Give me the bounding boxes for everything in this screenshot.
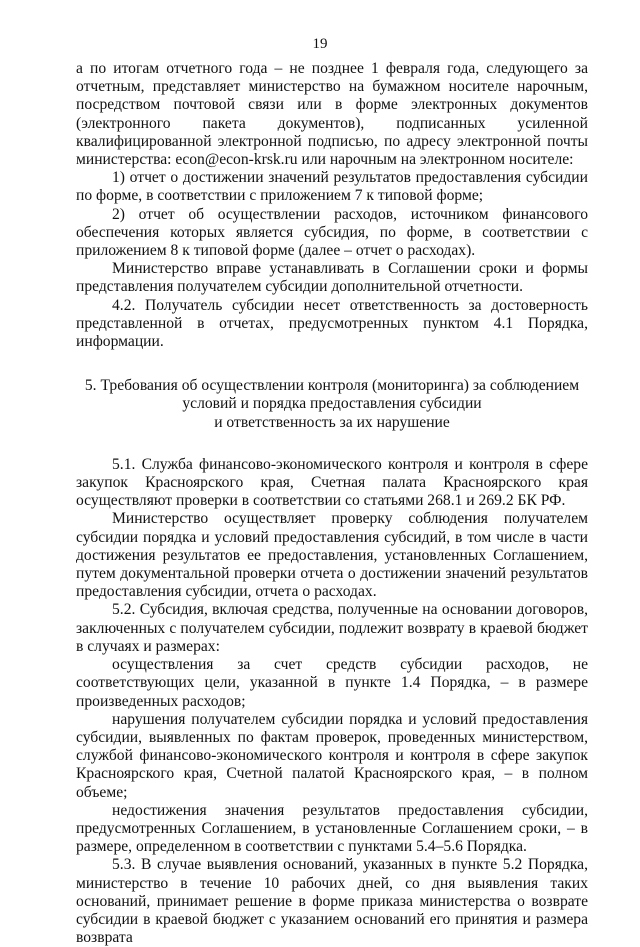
paragraph-additional-reporting: Министерство вправе устанавливать в Соглашении сроки и формы представления получателем субсидии дополнительной отчетности. xyxy=(76,260,588,296)
paragraph-5-1-control-bodies: 5.1. Служба финансово-экономического контроля и контроля в сфере закупок Красноярского края, Счетная палата Красноярского края осуществляют проверки в соответствии со статьями 268.1 и 269.2 БК РФ. xyxy=(76,455,588,510)
paragraph-ministry-check: Министерство осуществляет проверку соблюдения получателем субсидии порядка и условий предоставления субсидий, в том числе в части достижения результатов ее предоставления, установленных Соглашением, путем документальной проверки отчета о достижении значений результатов предоставления субсидии, отчета о расходах. xyxy=(76,510,588,601)
paragraph-report-results: 1) отчет о достижении значений результатов предоставления субсидии по форме, в соответствии с приложением 7 к типовой форме; xyxy=(76,169,588,205)
page-number: 19 xyxy=(312,36,328,52)
section-5-heading-line-1: 5. Требования об осуществлении контроля (мониторинга) за соблюдением xyxy=(84,377,580,395)
document-body xyxy=(76,60,588,947)
section-5-heading-line-3: и ответственность за их нарушение xyxy=(214,413,450,431)
paragraph-refund-non-achievement: недостижения значения результатов предоставления субсидии, предусмотренных Соглашением, в установленные Соглашением сроки, – в размере, определенном в соответствии с пунктами 5.4–5.6 Порядка. xyxy=(76,801,588,856)
paragraph-report-submission: а по итогам отчетного года – не позднее 1 февраля года, следующего за отчетным, представляет министерство на бумажном носителе нарочным, посредством почтовой связи или в форме электронных документов (электронного пакета документов), подписанных усиленной квалифицированной электронной подписью, по адресу электронной почты министерства: econ@econ-krsk.ru или нарочным на электронном носителе: xyxy=(76,60,588,169)
paragraph-refund-misuse: осуществления за счет средств субсидии расходов, не соответствующих цели, указанной в пункте 1.4 Порядка, – в размере произведенных расходов; xyxy=(76,656,588,710)
paragraph-refund-violation: нарушения получателем субсидии порядка и условий предоставления субсидии, выявленных по фактам проверок, проведенных министерством, службой финансово-экономического контроля и контроля в сфере закупок Красноярского края, Счетной палатой Красноярского края, – в полном объеме; xyxy=(76,710,588,801)
paragraph-4-2-responsibility: 4.2. Получатель субсидии несет ответственность за достоверность представленной в отчетах, предусмотренных пунктом 4.1 Порядка, информации. xyxy=(76,296,588,351)
section-5-heading-line-2: условий и порядка предоставления субсидии xyxy=(182,395,482,413)
paragraph-5-3-decision: 5.3. В случае выявления оснований, указанных в пункте 5.2 Порядка, министерство в течение 10 рабочих дней, со дня выявления таких оснований, принимает решение в форме приказа министерства о возврате субсидии в краевой бюджет с указанием оснований его принятия и размера возврата xyxy=(76,856,588,947)
paragraph-report-expenses: 2) отчет об осуществлении расходов, источником финансового обеспечения которых является субсидия, по форме, в соответствии с приложением 8 к типовой форме (далее – отчет о расходах). xyxy=(76,205,588,260)
paragraph-5-2-refund: 5.2. Субсидия, включая средства, полученные на основании договоров, заключенных с получателем субсидии, подлежит возврату в краевой бюджет в случаях и размерах: xyxy=(76,601,588,655)
section-5-heading xyxy=(76,377,588,432)
